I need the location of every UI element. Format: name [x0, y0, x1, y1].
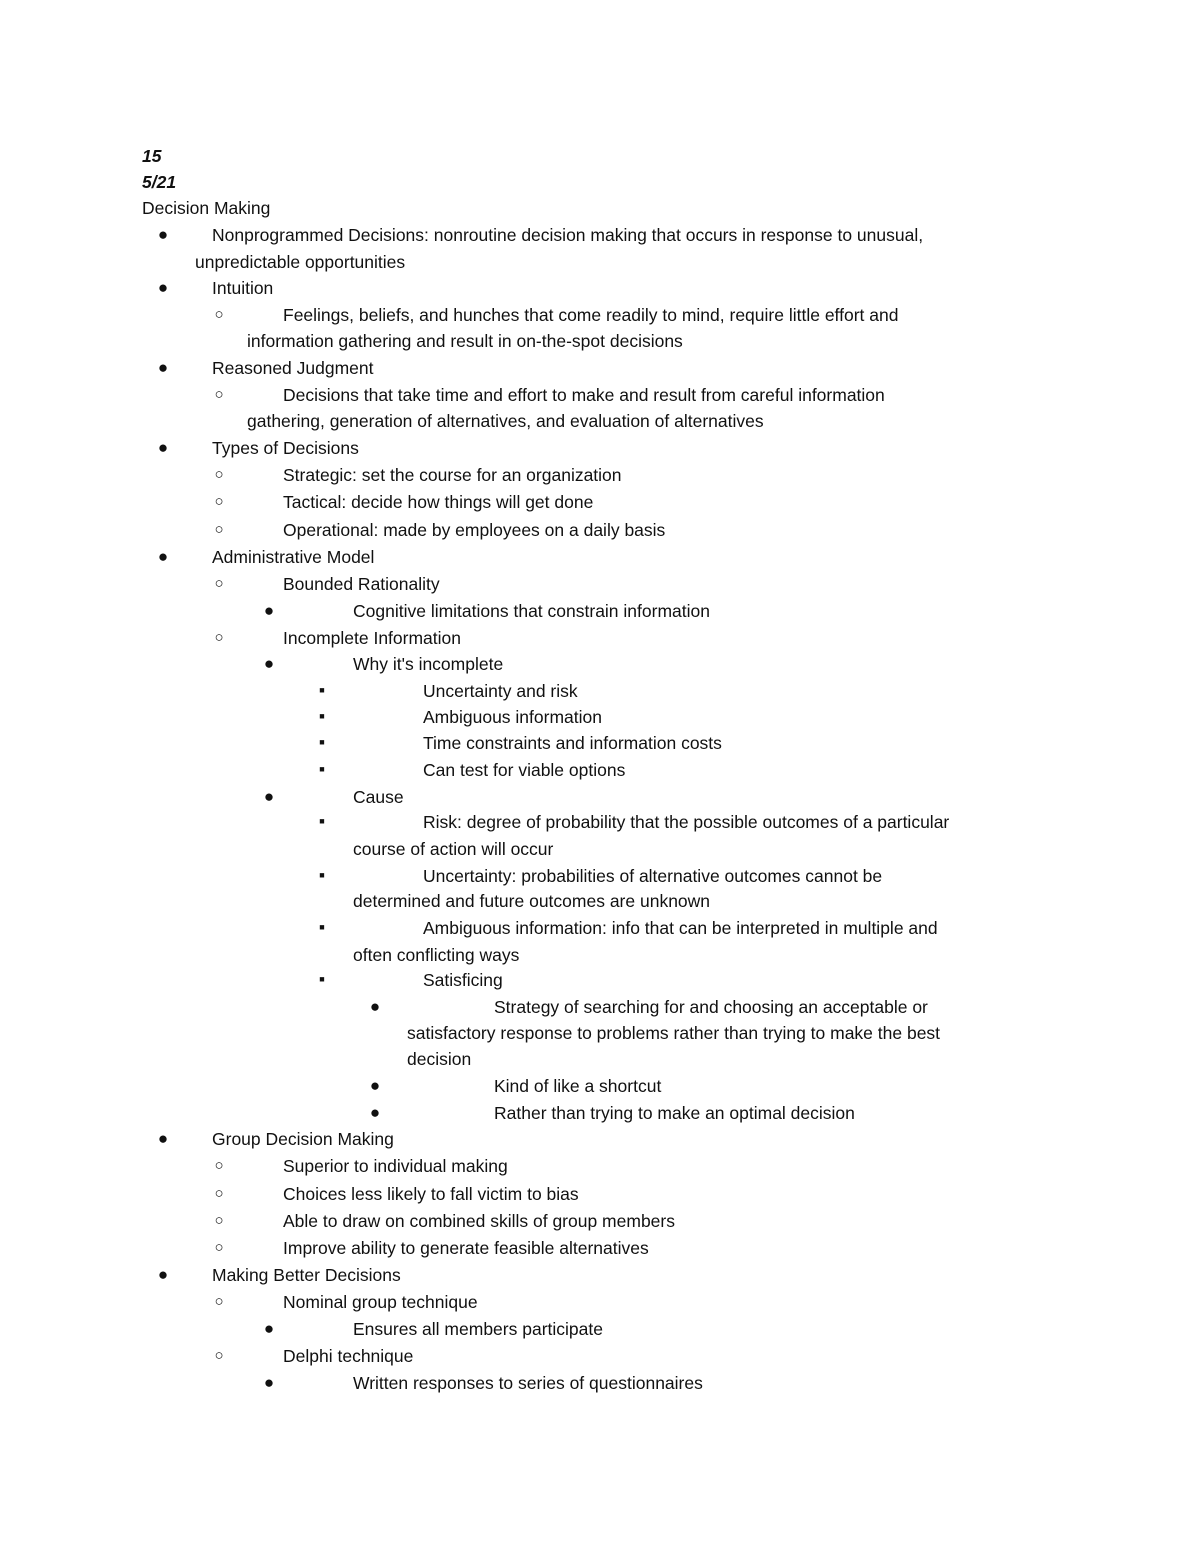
bullet-icon: ●: [157, 547, 169, 566]
list-item: [0, 1100, 1200, 1126]
list-item-text: satisfactory response to problems rather than trying to make the best: [407, 1023, 941, 1043]
list-item-text: Can test for viable options: [423, 760, 626, 780]
list-item-text: Intuition: [212, 278, 274, 298]
list-item-text: information gathering and result in on-the-spot decisions: [247, 331, 683, 351]
list-item: [0, 967, 1200, 993]
list-item-text: Cognitive limitations that constrain information: [353, 601, 710, 621]
list-item: [0, 222, 1200, 248]
list-item-continuation: [0, 1046, 1200, 1072]
list-item: [0, 302, 1200, 328]
circle-bullet-icon: ○: [214, 1347, 224, 1364]
bullet-icon: ●: [157, 278, 169, 297]
circle-bullet-icon: ○: [214, 306, 224, 323]
list-item-text: Why it's incomplete: [353, 654, 504, 674]
list-item-text: Cause: [353, 787, 404, 807]
circle-bullet-icon: ○: [214, 466, 224, 483]
circle-bullet-icon: ○: [214, 1185, 224, 1202]
circle-bullet-icon: ○: [214, 521, 224, 538]
list-item: [0, 1262, 1200, 1288]
bullet-icon: ●: [263, 601, 275, 620]
list-item-text: Written responses to series of questionnaires: [353, 1373, 703, 1393]
list-item: [0, 571, 1200, 597]
list-item-text: determined and future outcomes are unknown: [353, 891, 711, 911]
list-item-text: Group Decision Making: [212, 1129, 394, 1149]
list-item-text: Superior to individual making: [283, 1156, 508, 1176]
list-item: [0, 435, 1200, 461]
bullet-icon: ●: [157, 225, 169, 244]
square-bullet-icon: ■: [319, 737, 325, 747]
bullet-icon: ●: [369, 1076, 381, 1095]
list-item-text: Feelings, beliefs, and hunches that come readily to mind, require little effort and: [283, 305, 899, 325]
square-bullet-icon: ■: [319, 764, 325, 774]
list-item-text: Decisions that take time and effort to make and result from careful information: [283, 385, 885, 405]
list-item-text: Operational: made by employees on a daily basis: [283, 520, 666, 540]
square-bullet-icon: ■: [319, 922, 325, 932]
bullet-icon: ●: [263, 787, 275, 806]
list-item: [0, 489, 1200, 515]
list-item: [0, 625, 1200, 651]
list-item: [0, 1370, 1200, 1396]
list-item: [0, 651, 1200, 677]
note-number: [0, 143, 1200, 169]
circle-bullet-icon: ○: [214, 1212, 224, 1229]
list-item-text: often conflicting ways: [353, 945, 520, 965]
circle-bullet-icon: ○: [214, 1293, 224, 1310]
list-item: [0, 863, 1200, 889]
bullet-icon: ●: [157, 1129, 169, 1148]
note-date: [0, 169, 1200, 195]
square-bullet-icon: ■: [319, 711, 325, 721]
bullet-icon: ●: [263, 1319, 275, 1338]
list-item-text: unpredictable opportunities: [195, 252, 406, 272]
list-item-continuation: [0, 1020, 1200, 1046]
list-item: [0, 1208, 1200, 1234]
list-item: [0, 1289, 1200, 1315]
list-item: [0, 757, 1200, 783]
list-item-continuation: [0, 408, 1200, 434]
list-item: [0, 517, 1200, 543]
circle-bullet-icon: ○: [214, 629, 224, 646]
list-item: [0, 784, 1200, 810]
list-item-text: Kind of like a shortcut: [494, 1076, 662, 1096]
bullet-icon: ●: [157, 358, 169, 377]
list-item-text: Nominal group technique: [283, 1292, 478, 1312]
list-item-continuation: [0, 888, 1200, 914]
list-item-text: Improve ability to generate feasible alternatives: [283, 1238, 649, 1258]
list-item: [0, 994, 1200, 1020]
list-item-continuation: [0, 836, 1200, 862]
list-item: [0, 730, 1200, 756]
list-item-continuation: [0, 328, 1200, 354]
list-item: [0, 275, 1200, 301]
section-title: [0, 195, 1200, 221]
list-item: [0, 462, 1200, 488]
list-item-text: Bounded Rationality: [283, 574, 440, 594]
list-item: [0, 1073, 1200, 1099]
circle-bullet-icon: ○: [214, 575, 224, 592]
note-number-text: 15: [142, 146, 162, 166]
list-item: [0, 678, 1200, 704]
list-item: [0, 1343, 1200, 1369]
list-item: [0, 1316, 1200, 1342]
list-item: [0, 809, 1200, 835]
list-item-text: Uncertainty: probabilities of alternative outcomes cannot be: [423, 866, 883, 886]
square-bullet-icon: ■: [319, 974, 325, 984]
list-item-text: Ambiguous information: info that can be interpreted in multiple and: [423, 918, 938, 938]
list-item-text: Satisficing: [423, 970, 503, 990]
list-item-text: Rather than trying to make an optimal decision: [494, 1103, 855, 1123]
square-bullet-icon: ■: [319, 870, 325, 880]
list-item-text: Nonprogrammed Decisions: nonroutine decision making that occurs in response to unusual,: [212, 225, 924, 245]
note-date-text: 5/21: [142, 172, 177, 192]
bullet-icon: ●: [157, 1265, 169, 1284]
list-item-text: Able to draw on combined skills of group members: [283, 1211, 675, 1231]
list-item-text: Risk: degree of probability that the possible outcomes of a particular: [423, 812, 950, 832]
list-item-text: Time constraints and information costs: [423, 733, 722, 753]
list-item-text: Reasoned Judgment: [212, 358, 374, 378]
list-item-text: decision: [407, 1049, 472, 1069]
circle-bullet-icon: ○: [214, 386, 224, 403]
list-item: [0, 1181, 1200, 1207]
bullet-icon: ●: [369, 997, 381, 1016]
list-item-text: Ensures all members participate: [353, 1319, 603, 1339]
circle-bullet-icon: ○: [214, 1157, 224, 1174]
list-item: [0, 1153, 1200, 1179]
list-item: [0, 915, 1200, 941]
bullet-icon: ●: [263, 654, 275, 673]
list-item-continuation: [0, 249, 1200, 275]
list-item: [0, 598, 1200, 624]
list-item-continuation: [0, 942, 1200, 968]
bullet-icon: ●: [157, 438, 169, 457]
list-item-text: Strategic: set the course for an organization: [283, 465, 622, 485]
list-item-text: Choices less likely to fall victim to bias: [283, 1184, 579, 1204]
list-item: [0, 544, 1200, 570]
list-item-text: Administrative Model: [212, 547, 375, 567]
section-title-text: Decision Making: [142, 198, 271, 218]
list-item-text: Types of Decisions: [212, 438, 359, 458]
bullet-icon: ●: [263, 1373, 275, 1392]
list-item-text: Uncertainty and risk: [423, 681, 578, 701]
list-item-text: Tactical: decide how things will get done: [283, 492, 594, 512]
list-item: [0, 382, 1200, 408]
list-item: [0, 1235, 1200, 1261]
list-item-text: Making Better Decisions: [212, 1265, 401, 1285]
list-item-text: gathering, generation of alternatives, and evaluation of alternatives: [247, 411, 764, 431]
list-item: [0, 704, 1200, 730]
list-item-text: Strategy of searching for and choosing an acceptable or: [494, 997, 928, 1017]
circle-bullet-icon: ○: [214, 493, 224, 510]
list-item-text: course of action will occur: [353, 839, 554, 859]
square-bullet-icon: ■: [319, 816, 325, 826]
square-bullet-icon: ■: [319, 685, 325, 695]
list-item: [0, 1126, 1200, 1152]
list-item-text: Incomplete Information: [283, 628, 462, 648]
bullet-icon: ●: [369, 1103, 381, 1122]
circle-bullet-icon: ○: [214, 1239, 224, 1256]
list-item: [0, 355, 1200, 381]
list-item-text: Ambiguous information: [423, 707, 602, 727]
list-item-text: Delphi technique: [283, 1346, 414, 1366]
